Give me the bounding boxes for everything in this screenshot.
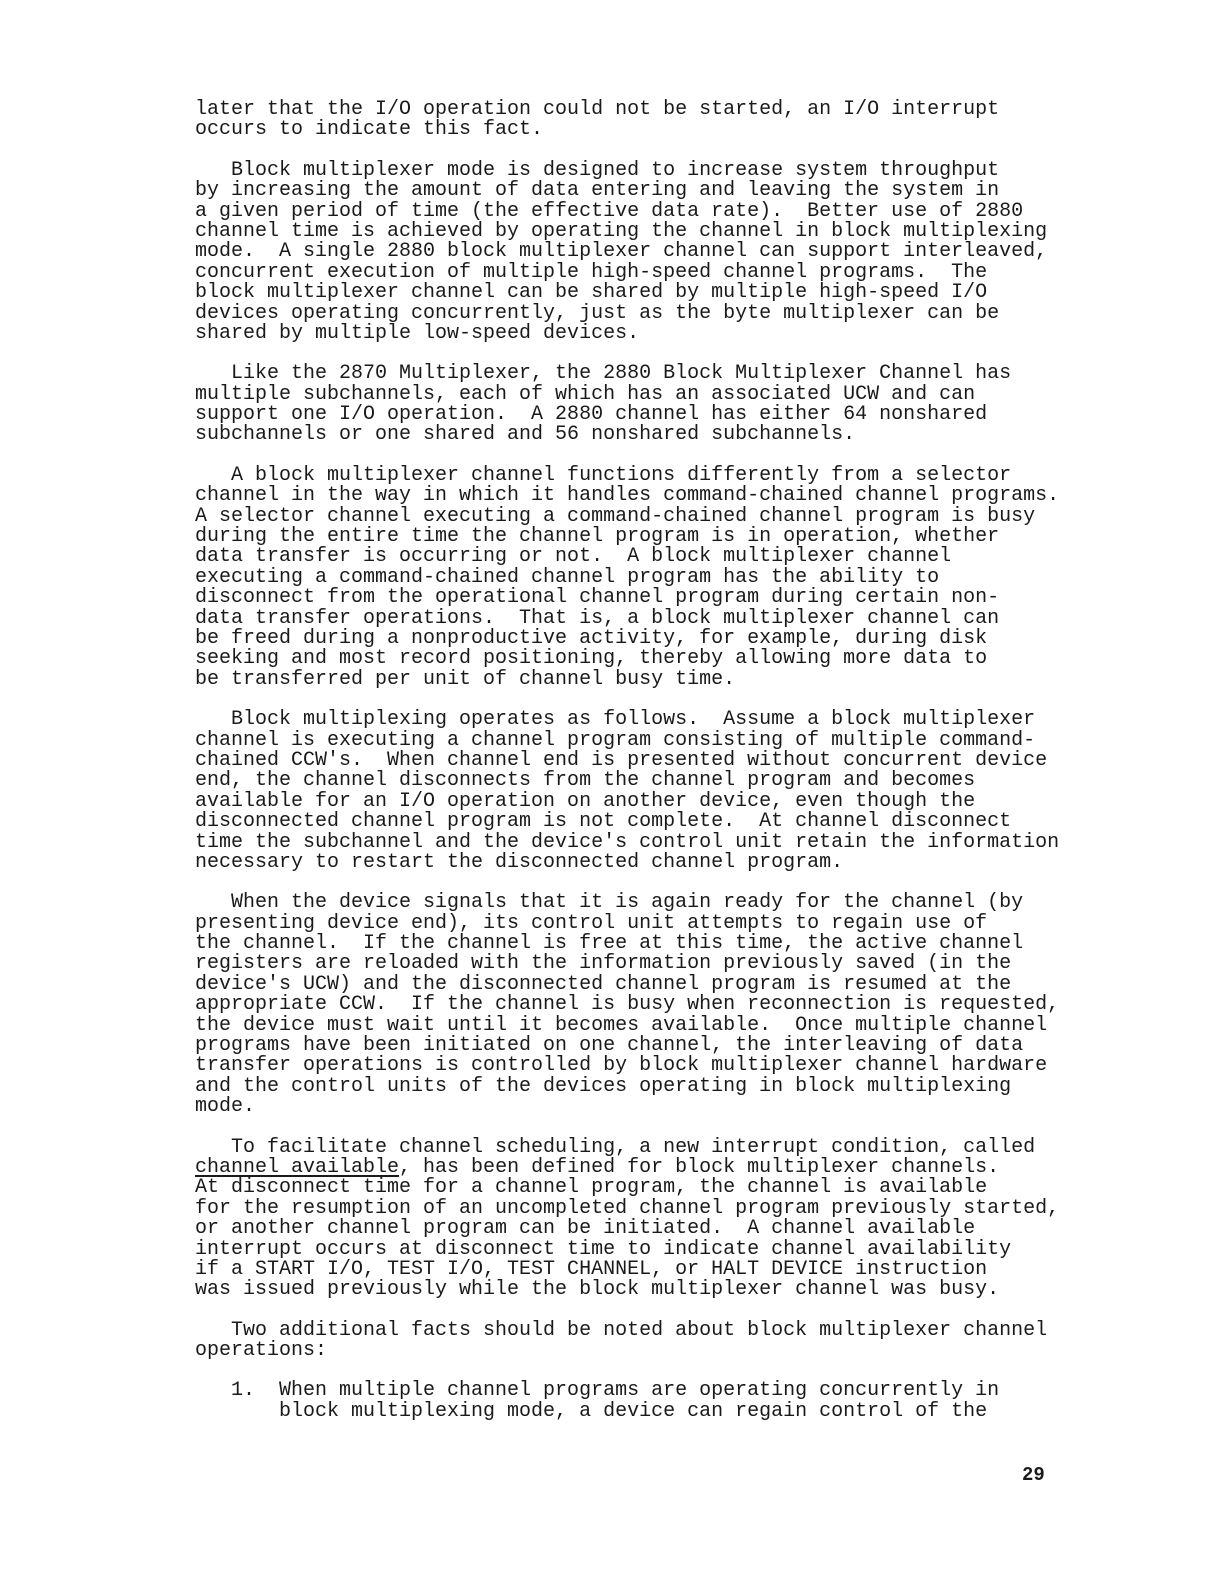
text-line: be freed during a nonproductive activity, for example, during disk bbox=[195, 626, 988, 650]
text-line: disconnected channel program is not complete. At channel disconnect bbox=[195, 810, 1012, 834]
paragraph-2 bbox=[195, 158, 1075, 345]
text-line: the channel. If the channel is free at this time, the active channel bbox=[195, 932, 1024, 956]
text-line: seeking and most record positioning, thereby allowing more data to bbox=[195, 647, 988, 671]
text-line: data transfer operations. That is, a block multiplexer channel can bbox=[195, 606, 1000, 630]
text-line: available for an I/O operation on another device, even though the bbox=[195, 789, 976, 813]
text-line: shared by multiple low-speed devices. bbox=[195, 321, 640, 345]
text-line: channel is executing a channel program consisting of multiple command- bbox=[195, 728, 1036, 752]
text-line: programs have been initiated on one channel, the interleaving of data bbox=[195, 1034, 1024, 1058]
page-number: 29 bbox=[1022, 1464, 1045, 1486]
paragraph-5 bbox=[195, 710, 1075, 873]
text-line: the device must wait until it becomes available. Once multiple channel bbox=[195, 1013, 1048, 1037]
paragraph-8 bbox=[195, 1318, 1075, 1363]
text-line: channel in the way in which it handles command-chained channel programs. bbox=[195, 484, 1060, 508]
text-line: concurrent execution of multiple high-speed channel programs. The bbox=[195, 260, 988, 284]
text-line: 1. When multiple channel programs are operating concurrently in bbox=[195, 1379, 1000, 1403]
text-line: for the resumption of an uncompleted channel program previously started, bbox=[195, 1196, 1060, 1220]
text-line: later that the I/O operation could not be started, an I/O interrupt bbox=[195, 98, 1000, 121]
text-line: device's UCW) and the disconnected channel program is resumed at the bbox=[195, 972, 1012, 996]
text-line: mode. A single 2880 block multiplexer channel can support interleaved, bbox=[195, 240, 1048, 264]
text-line: time the subchannel and the device's control unit retain the information bbox=[195, 830, 1060, 854]
text-line: be transferred per unit of channel busy time. bbox=[195, 667, 736, 691]
text-line: When the device signals that it is again ready for the channel (by bbox=[195, 891, 1024, 915]
text-line: block multiplexer channel can be shared by multiple high-speed I/O bbox=[195, 281, 988, 305]
text-line-with-underline bbox=[195, 1155, 1075, 1179]
text-line: necessary to restart the disconnected channel program. bbox=[195, 850, 844, 874]
text-line: block multiplexing mode, a device can regain control of the bbox=[195, 1399, 988, 1423]
text-line: transfer operations is controlled by block multiplexer channel hardware bbox=[195, 1054, 1048, 1078]
text-line: and the control units of the devices operating in block multiplexing bbox=[195, 1074, 1012, 1098]
text-line: A block multiplexer channel functions differently from a selector bbox=[195, 463, 1012, 487]
list-item-1 bbox=[195, 1381, 1075, 1422]
text-line: a given period of time (the effective data rate). Better use of 2880 bbox=[195, 199, 1024, 223]
text-line: support one I/O operation. A 2880 channel has either 64 nonshared bbox=[195, 403, 988, 427]
text-line: A selector channel executing a command-chained channel program is busy bbox=[195, 504, 1036, 528]
text-line: operations: bbox=[195, 1339, 328, 1363]
text-line: devices operating concurrently, just as the byte multiplexer can be bbox=[195, 301, 1000, 325]
text-line: executing a command-chained channel program has the ability to bbox=[195, 565, 940, 589]
text-line: channel time is achieved by operating the channel in block multiplexing bbox=[195, 219, 1048, 243]
text-line: At disconnect time for a channel program, the channel is available bbox=[195, 1176, 988, 1200]
text-line: Block multiplexing operates as follows. Assume a block multiplexer bbox=[195, 708, 1036, 732]
text-line: To facilitate channel scheduling, a new interrupt condition, called bbox=[195, 1135, 1036, 1159]
underlined-term: channel available bbox=[195, 1155, 400, 1179]
text-line: data transfer is occurring or not. A block multiplexer channel bbox=[195, 545, 952, 569]
text-line: chained CCW's. When channel end is presented without concurrent device bbox=[195, 748, 1048, 772]
text-line: was issued previously while the block multiplexer channel was busy. bbox=[195, 1278, 1000, 1302]
paragraph-4 bbox=[195, 463, 1075, 691]
text-line: end, the channel disconnects from the channel program and becomes bbox=[195, 769, 976, 793]
text-line: disconnect from the operational channel program during certain non- bbox=[195, 586, 1000, 610]
text-line: mode. bbox=[195, 1095, 256, 1119]
paragraph-1 bbox=[195, 100, 1075, 141]
text-fragment: , has been defined for block multiplexer channels. bbox=[399, 1155, 1000, 1179]
text-line: appropriate CCW. If the channel is busy when reconnection is requested, bbox=[195, 993, 1060, 1017]
page-body bbox=[195, 100, 1075, 1442]
paragraph-7 bbox=[195, 1135, 1075, 1302]
text-line: occurs to indicate this fact. bbox=[195, 118, 544, 142]
text-line: by increasing the amount of data entering and leaving the system in bbox=[195, 179, 1000, 203]
text-line: interrupt occurs at disconnect time to indicate channel availability bbox=[195, 1237, 1012, 1261]
text-line: if a START I/O, TEST I/O, TEST CHANNEL, or HALT DEVICE instruction bbox=[195, 1257, 988, 1281]
paragraph-3 bbox=[195, 364, 1075, 446]
text-line: subchannels or one shared and 56 nonshared subchannels. bbox=[195, 423, 856, 447]
paragraph-6 bbox=[195, 893, 1075, 1117]
text-line: Two additional facts should be noted about block multiplexer channel bbox=[195, 1318, 1048, 1342]
text-line: registers are reloaded with the information previously saved (in the bbox=[195, 952, 1012, 976]
text-line: Like the 2870 Multiplexer, the 2880 Block Multiplexer Channel has bbox=[195, 362, 1012, 386]
text-line: or another channel program can be initiated. A channel available bbox=[195, 1217, 976, 1241]
text-line: presenting device end), its control unit attempts to regain use of bbox=[195, 911, 988, 935]
text-line: multiple subchannels, each of which has an associated UCW and can bbox=[195, 382, 976, 406]
text-line: Block multiplexer mode is designed to increase system throughput bbox=[195, 158, 1000, 182]
text-line: during the entire time the channel program is in operation, whether bbox=[195, 525, 1000, 549]
